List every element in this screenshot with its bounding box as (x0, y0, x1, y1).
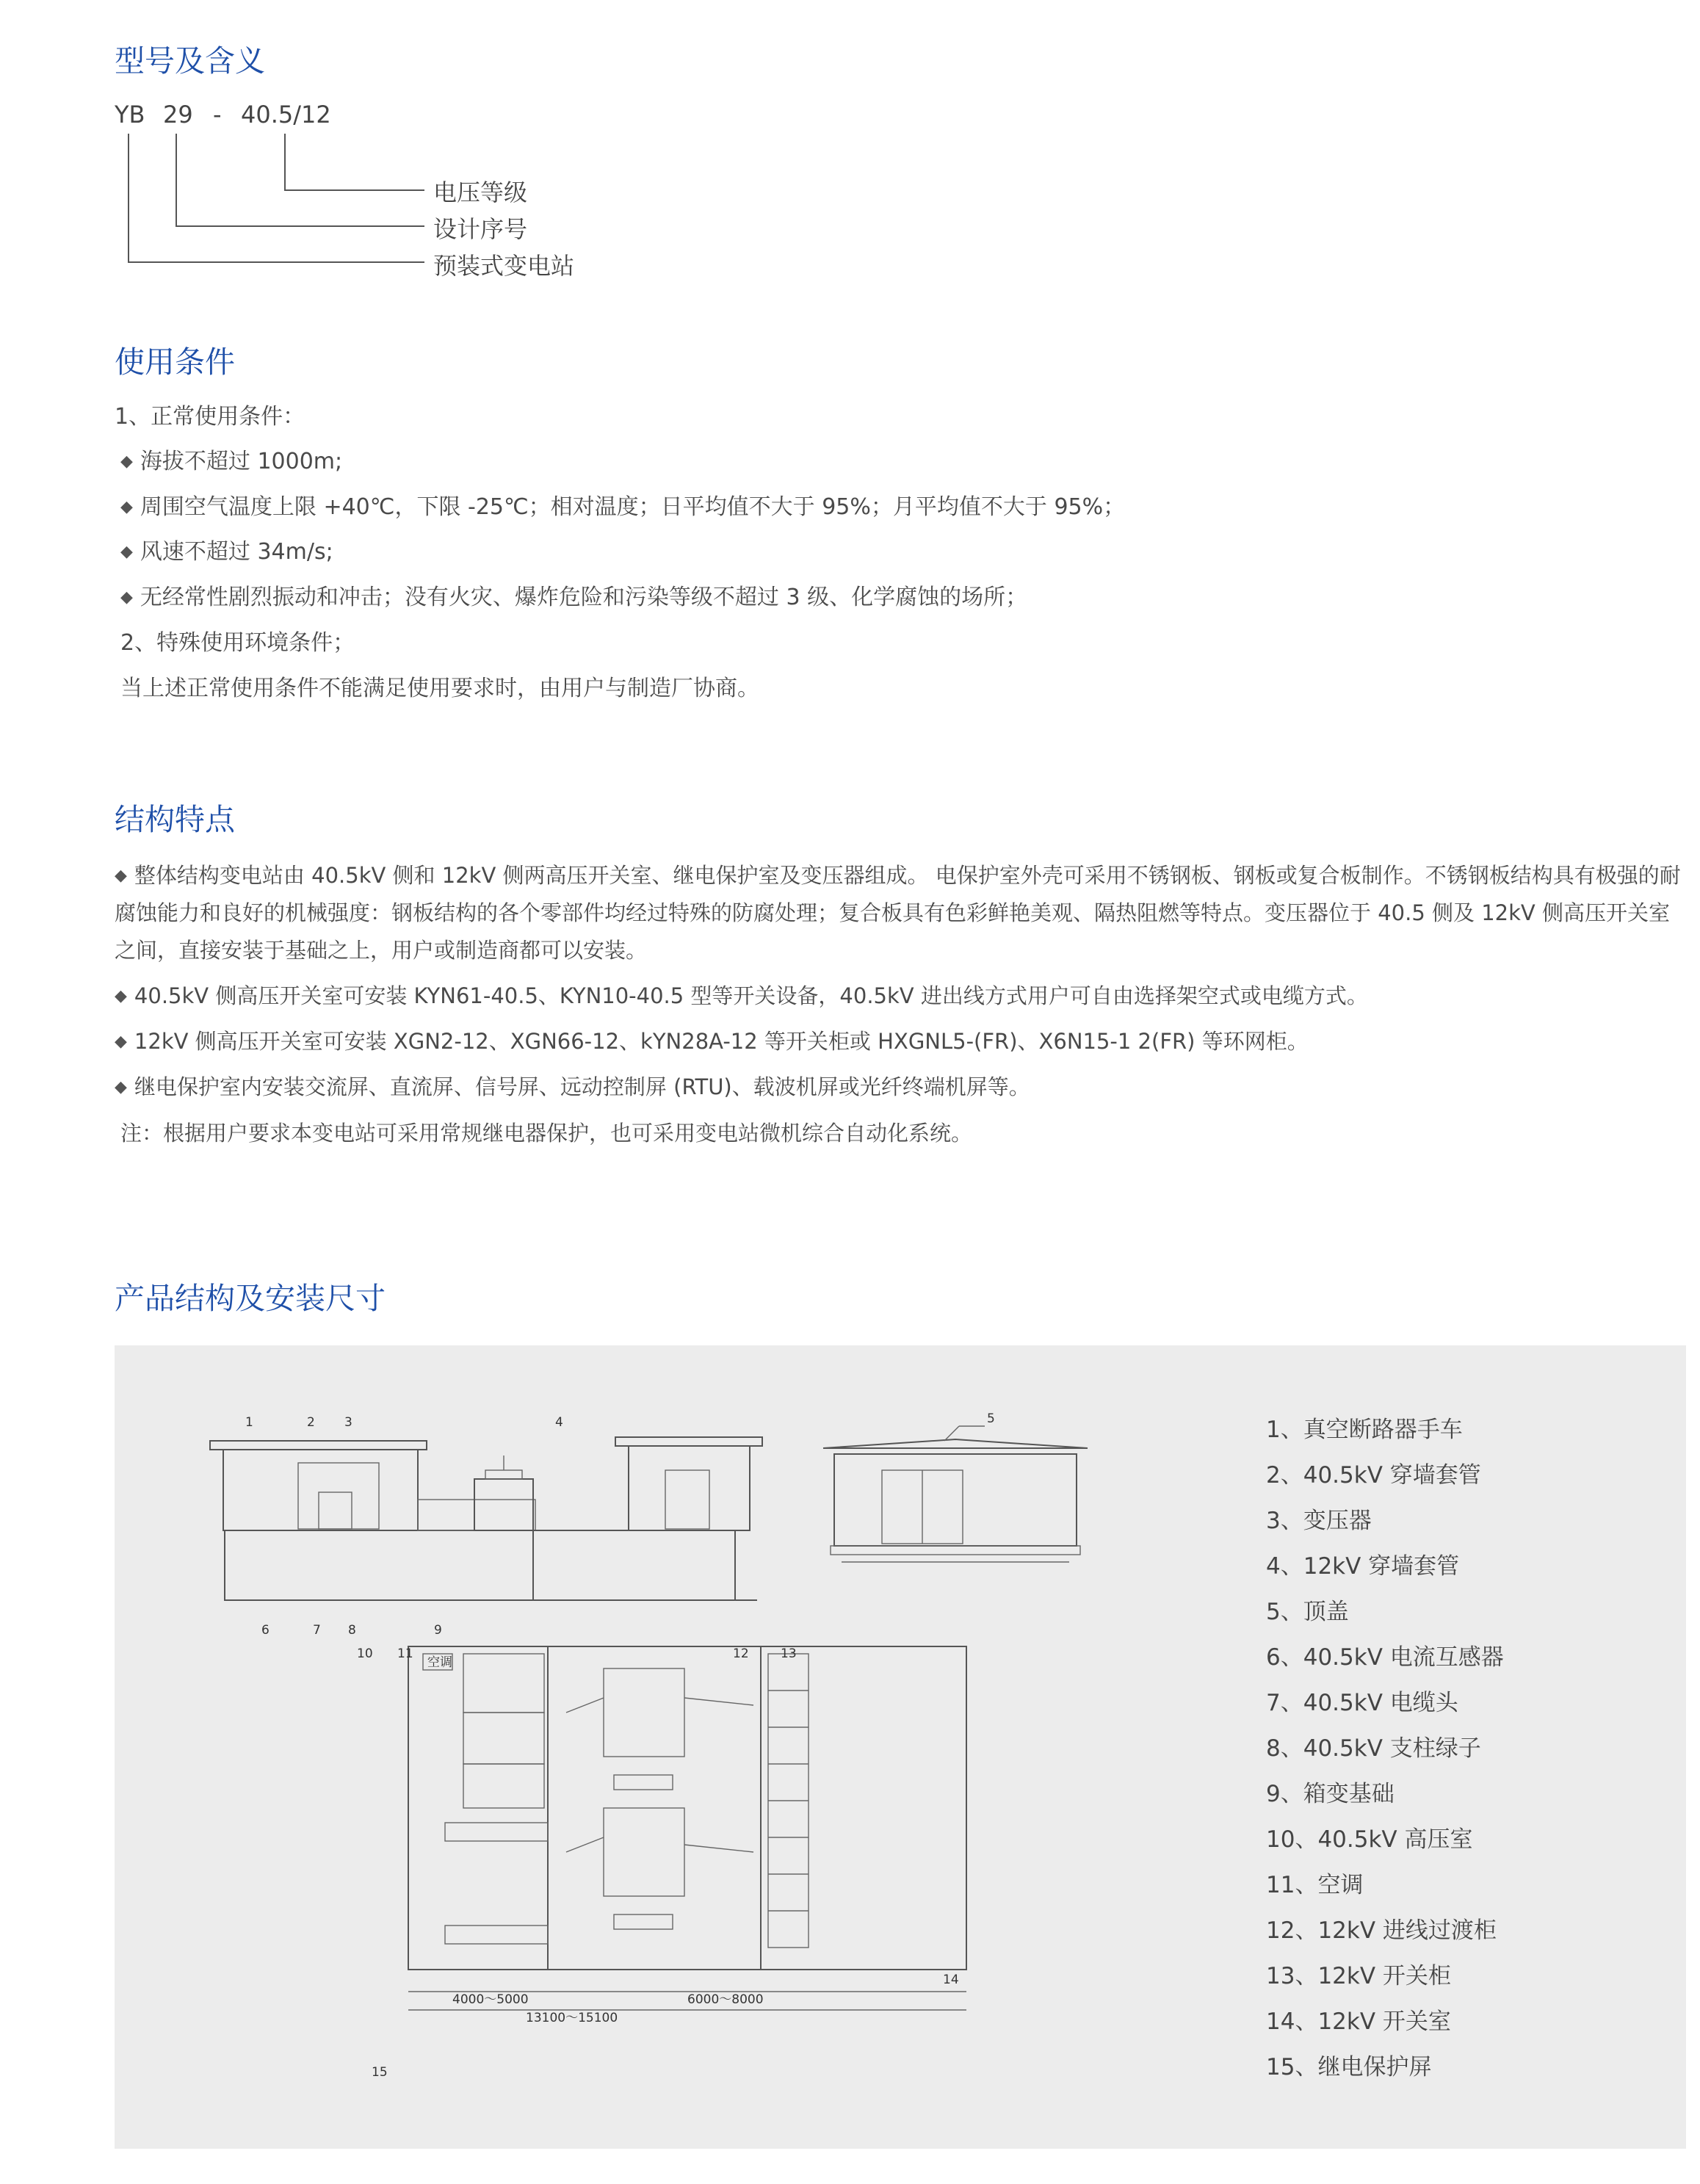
callout-number: 14 (943, 1973, 959, 1987)
callout-number: 10 (357, 1646, 373, 1661)
callout-number: 3 (344, 1415, 352, 1430)
legend-item: 7、40.5kV 电缆头 (1266, 1690, 1458, 1716)
condition-wind: ◆ 风速不超过 34m/s; (120, 539, 333, 565)
callout-number: 11 (397, 1646, 413, 1661)
bullet-icon: ◆ (115, 867, 127, 885)
drawing-dimensions (452, 1992, 764, 2025)
callout-number: 12 (733, 1646, 749, 1661)
condition-normal-title: 1、正常使用条件： (115, 404, 305, 430)
dimension-relay-room: 4000～5000 (452, 1992, 529, 2007)
legend-item: 1、真空断路器手车 (1266, 1417, 1463, 1443)
bullet-icon: ◆ (120, 498, 133, 516)
drawing-callouts (245, 1411, 995, 2080)
legend-item: 13、12kV 开关柜 (1266, 1963, 1451, 1989)
structure-heading: 结构特点 (115, 802, 235, 837)
legend-item: 12、12kV 进线过渡柜 (1266, 1917, 1497, 1944)
legend-item: 9、箱变基础 (1266, 1781, 1395, 1807)
code-leader-lines (0, 0, 441, 294)
plan-view (408, 1646, 966, 2010)
condition-environment: ◆ 无经常性剧烈振动和冲击；没有火灾、爆炸危险和污染等级不超过 3 级、化学腐蚀的场所； (120, 585, 1028, 610)
legend-item: 8、40.5kV 支柱绿子 (1266, 1735, 1481, 1762)
structure-paragraph-40kv: ◆ 40.5kV 侧高压开关室可安装 KYN61-40.5、KYN10-40.5 型等开关设备，40.5kV 进出线方式用户可自由选择架空式或电缆方式。 (115, 983, 1368, 1008)
label-voltage-level: 电压等级 (433, 178, 528, 206)
callout-number: 15 (372, 2065, 388, 2080)
bullet-icon: ◆ (115, 1033, 127, 1051)
structure-paragraph-overall: ◆ 整体结构变电站由 40.5kV 侧和 12kV 侧两高压开关室、继电保护室及变压器组成。 电保护室外壳可采用不锈钢板、钢板或复合板制作。不锈钢板结构具有极强的耐腐蚀能力和良好的机械强度：钢板结构的各个零部件均经过特殊的防腐处理；复合板具有色彩鲜艳美观、隔热阻燃等特点。变压器位于 40.5 侧及 12kV 侧高压开关室之间，直接安装于基础之上，用户或制造商都可以安装。 (115, 863, 1681, 963)
condition-temperature: ◆ 周围空气温度上限 +40℃，下限 -25℃；相对温度；日平均值不大于 95%；月平均值不大于 95%； (120, 494, 1126, 520)
bullet-icon: ◆ (115, 987, 127, 1005)
legend-item: 2、40.5kV 穿墙套管 (1266, 1462, 1481, 1489)
legend-item: 3、变压器 (1266, 1508, 1372, 1534)
front-elevation (210, 1437, 762, 1600)
dimension-transformer-room: 6000～8000 (687, 1992, 764, 2007)
bullet-icon: ◆ (120, 452, 133, 471)
legend-item: 10、40.5kV 高压室 (1266, 1826, 1473, 1853)
condition-special-title: 2、特殊使用环境条件； (120, 630, 355, 656)
callout-number: 4 (555, 1415, 563, 1430)
conditions-heading: 使用条件 (115, 344, 235, 380)
legend-item: 6、40.5kV 电流互感器 (1266, 1644, 1504, 1671)
condition-altitude: ◆ 海拔不超过 1000m; (120, 449, 343, 474)
callout-number: 5 (987, 1411, 995, 1426)
callout-number: 13 (781, 1646, 797, 1661)
condition-negotiation: 当上述正常使用条件不能满足使用要求时，由用户与制造厂协商。 (120, 676, 759, 701)
dimension-total-length: 13100～15100 (526, 2011, 618, 2025)
model-heading: 型号及含义 (115, 43, 265, 79)
side-elevation (823, 1426, 1088, 1562)
label-design-number: 设计序号 (433, 215, 528, 243)
product-heading: 产品结构及安装尺寸 (115, 1281, 386, 1316)
code-part-dash: - (213, 101, 222, 129)
label-prefab-substation: 预装式变电站 (433, 252, 575, 280)
bullet-icon: ◆ (115, 1078, 127, 1096)
callout-number: 7 (313, 1623, 321, 1638)
structure-note: 注：根据用户要求本变电站可采用常规继电器保护，也可采用变电站微机综合自动化系统。 (120, 1121, 973, 1146)
structure-paragraph-relay: ◆ 继电保护室内安装交流屏、直流屏、信号屏、远动控制屏 (RTU)、载波机屏或光纤终端机屏等。 (115, 1074, 1030, 1099)
bullet-icon: ◆ (120, 588, 133, 607)
callout-number: 2 (307, 1415, 315, 1430)
legend-item: 15、继电保护屏 (1266, 2054, 1432, 2080)
bullet-icon: ◆ (120, 543, 133, 561)
callout-number: 9 (434, 1623, 442, 1638)
legend-item: 11、空调 (1266, 1872, 1364, 1898)
legend-item: 5、顶盖 (1266, 1599, 1349, 1625)
callout-number: 6 (261, 1623, 270, 1638)
structure-paragraph-12kv: ◆ 12kV 侧高压开关室可安装 XGN2-12、XGN66-12、kYN28A-12 等开关柜或 HXGNL5-(FR)、X6N15-1 2(FR) 等环网柜。 (115, 1029, 1309, 1054)
component-legend (1266, 1419, 1504, 2102)
code-part-voltage: 40.5/12 (241, 101, 331, 129)
legend-item: 14、12kV 开关室 (1266, 2008, 1451, 2035)
code-part-series: YB (115, 101, 145, 129)
callout-number: 1 (245, 1415, 253, 1430)
callout-number: 8 (348, 1623, 356, 1638)
product-drawing-panel (115, 1345, 1686, 2149)
legend-item: 4、12kV 穿墙套管 (1266, 1553, 1460, 1580)
code-part-design: 29 (163, 101, 193, 129)
installation-drawing (115, 1345, 1245, 2149)
ac-label: 空调 (427, 1655, 452, 1670)
